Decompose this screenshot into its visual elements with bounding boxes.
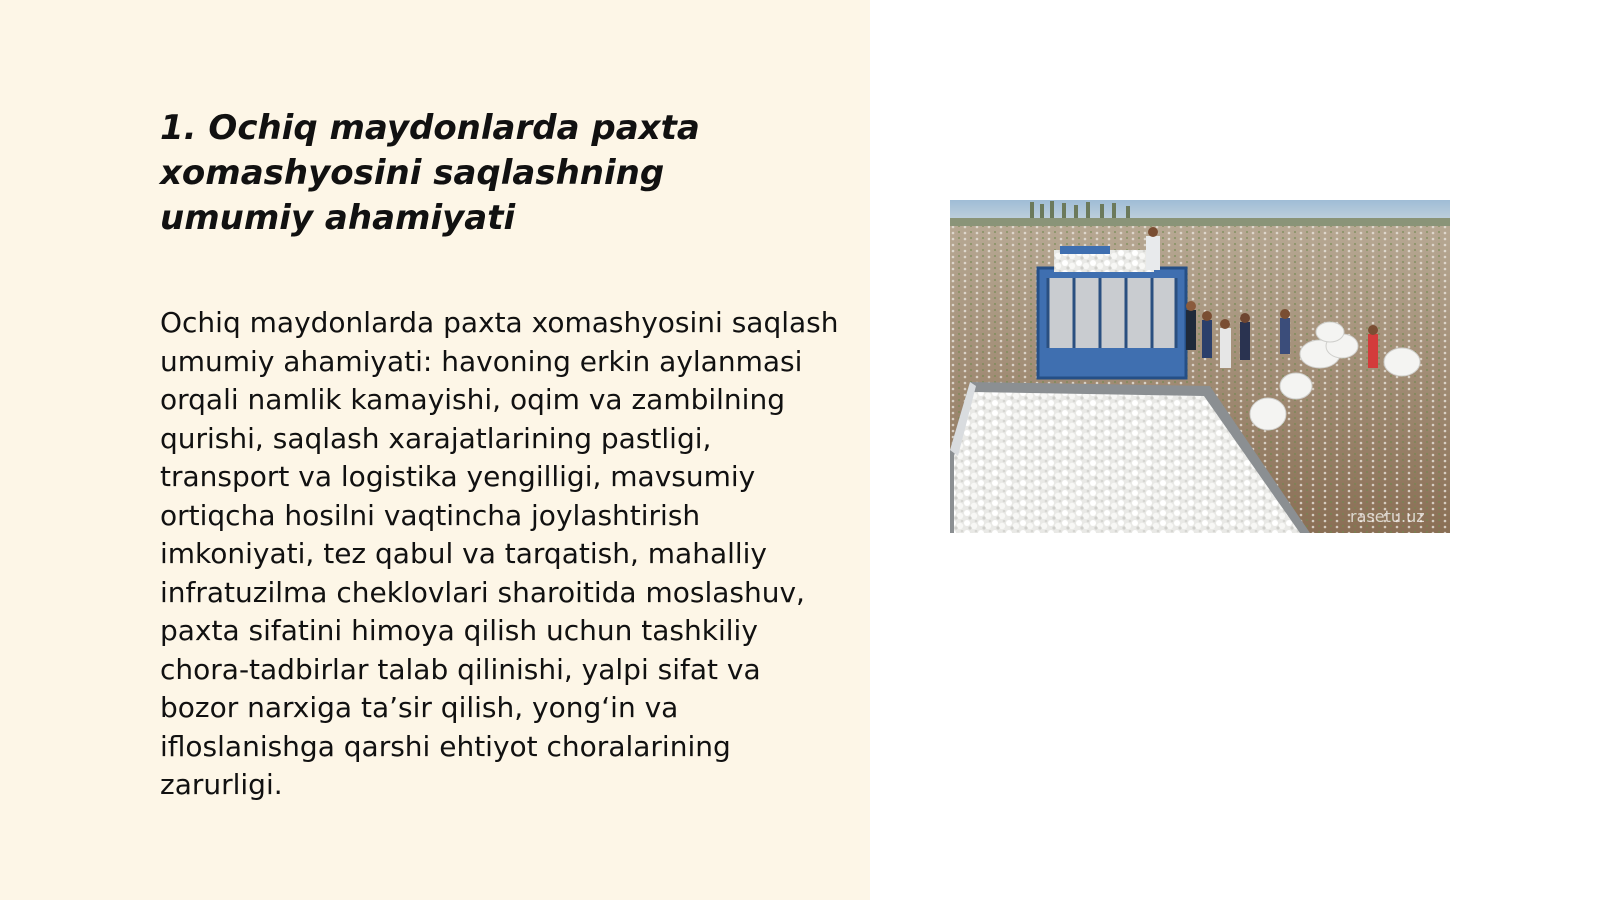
cotton-harvest-photo: [950, 200, 1450, 533]
slide-title: 1. Ochiq maydonlarda paxta xomashyosini saqlashning umumiy ahamiyati: [160, 108, 700, 238]
slide-body-text: Ochiq maydonlarda paxta xomashyosini saqlash umumiy ahamiyati: havoning erkin aylanmasi orqali namlik kamayishi, oqim va zambilning qurishi, saqlash xarajatlarining pastligi, transport va logistika yengilligi, mavsumiy ortiqcha hosilni vaqtincha joylashtirish imkoniyati, tez qabul va tarqatish, mahalliy infratuzilma cheklovlari sharoitida moslashuv, paxta sifatini himoya qilish uchun tashkiliy chora-tadbirlar talab qilinishi, yalpi sifat va bozor narxiga ta’sir qilish, yong‘in va ifloslanishga qarshi ehtiyot choralarining zarurligi.: [160, 306, 839, 801]
photo-watermark: rasetu.uz: [1350, 507, 1425, 526]
